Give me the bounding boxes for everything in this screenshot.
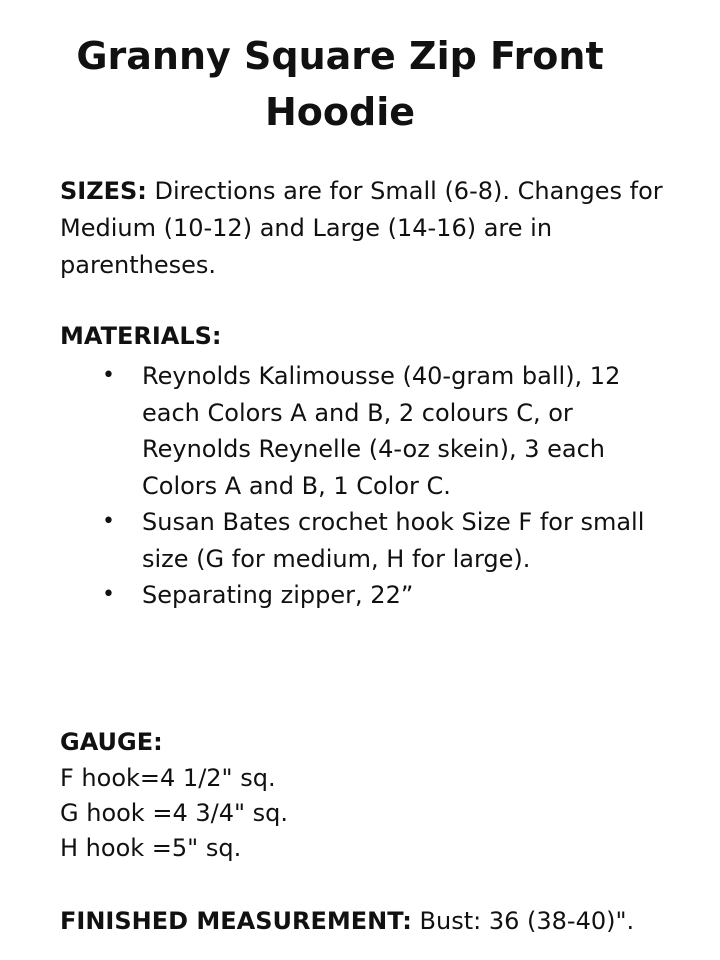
materials-list xyxy=(60,358,660,614)
finished-measurement xyxy=(60,903,700,940)
gauge-heading: GAUGE: xyxy=(60,728,163,756)
bullet-icon: • xyxy=(102,363,115,388)
sizes-heading: SIZES: xyxy=(60,177,147,205)
finished-heading: FINISHED MEASUREMENT: xyxy=(60,907,412,935)
materials-item-zipper: Separating zipper, 22” xyxy=(142,581,414,609)
sizes-section xyxy=(60,173,700,284)
title-line-1: Granny Square Zip Front xyxy=(76,34,604,78)
gauge-line-g: G hook =4 3/4" sq. xyxy=(60,799,288,827)
list-item xyxy=(60,358,660,504)
title-line-2: Hoodie xyxy=(264,90,415,134)
gauge-line-h: H hook =5" sq. xyxy=(60,834,242,862)
finished-text: Bust: 36 (38-40)". xyxy=(411,907,635,935)
bullet-icon: • xyxy=(102,582,115,607)
page-title xyxy=(0,28,680,140)
materials-heading: MATERIALS: xyxy=(60,322,222,350)
materials-item-hook: Susan Bates crochet hook Size F for small size (G for medium, H for large). xyxy=(142,508,645,573)
bullet-icon: • xyxy=(102,509,115,534)
list-item xyxy=(60,504,660,577)
sizes-text: Directions are for Small (6-8). Changes for Medium (10-12) and Large (14-16) are in parentheses. xyxy=(60,177,663,279)
list-item xyxy=(60,577,660,614)
gauge-list xyxy=(60,761,700,866)
materials-item-yarn: Reynolds Kalimousse (40-gram ball), 12 each Colors A and B, 2 colours C, or Reynolds Reynelle (4-oz skein), 3 each Colors A and B, 1 Color C. xyxy=(142,362,621,500)
gauge-line-f: F hook=4 1/2" sq. xyxy=(60,764,276,792)
